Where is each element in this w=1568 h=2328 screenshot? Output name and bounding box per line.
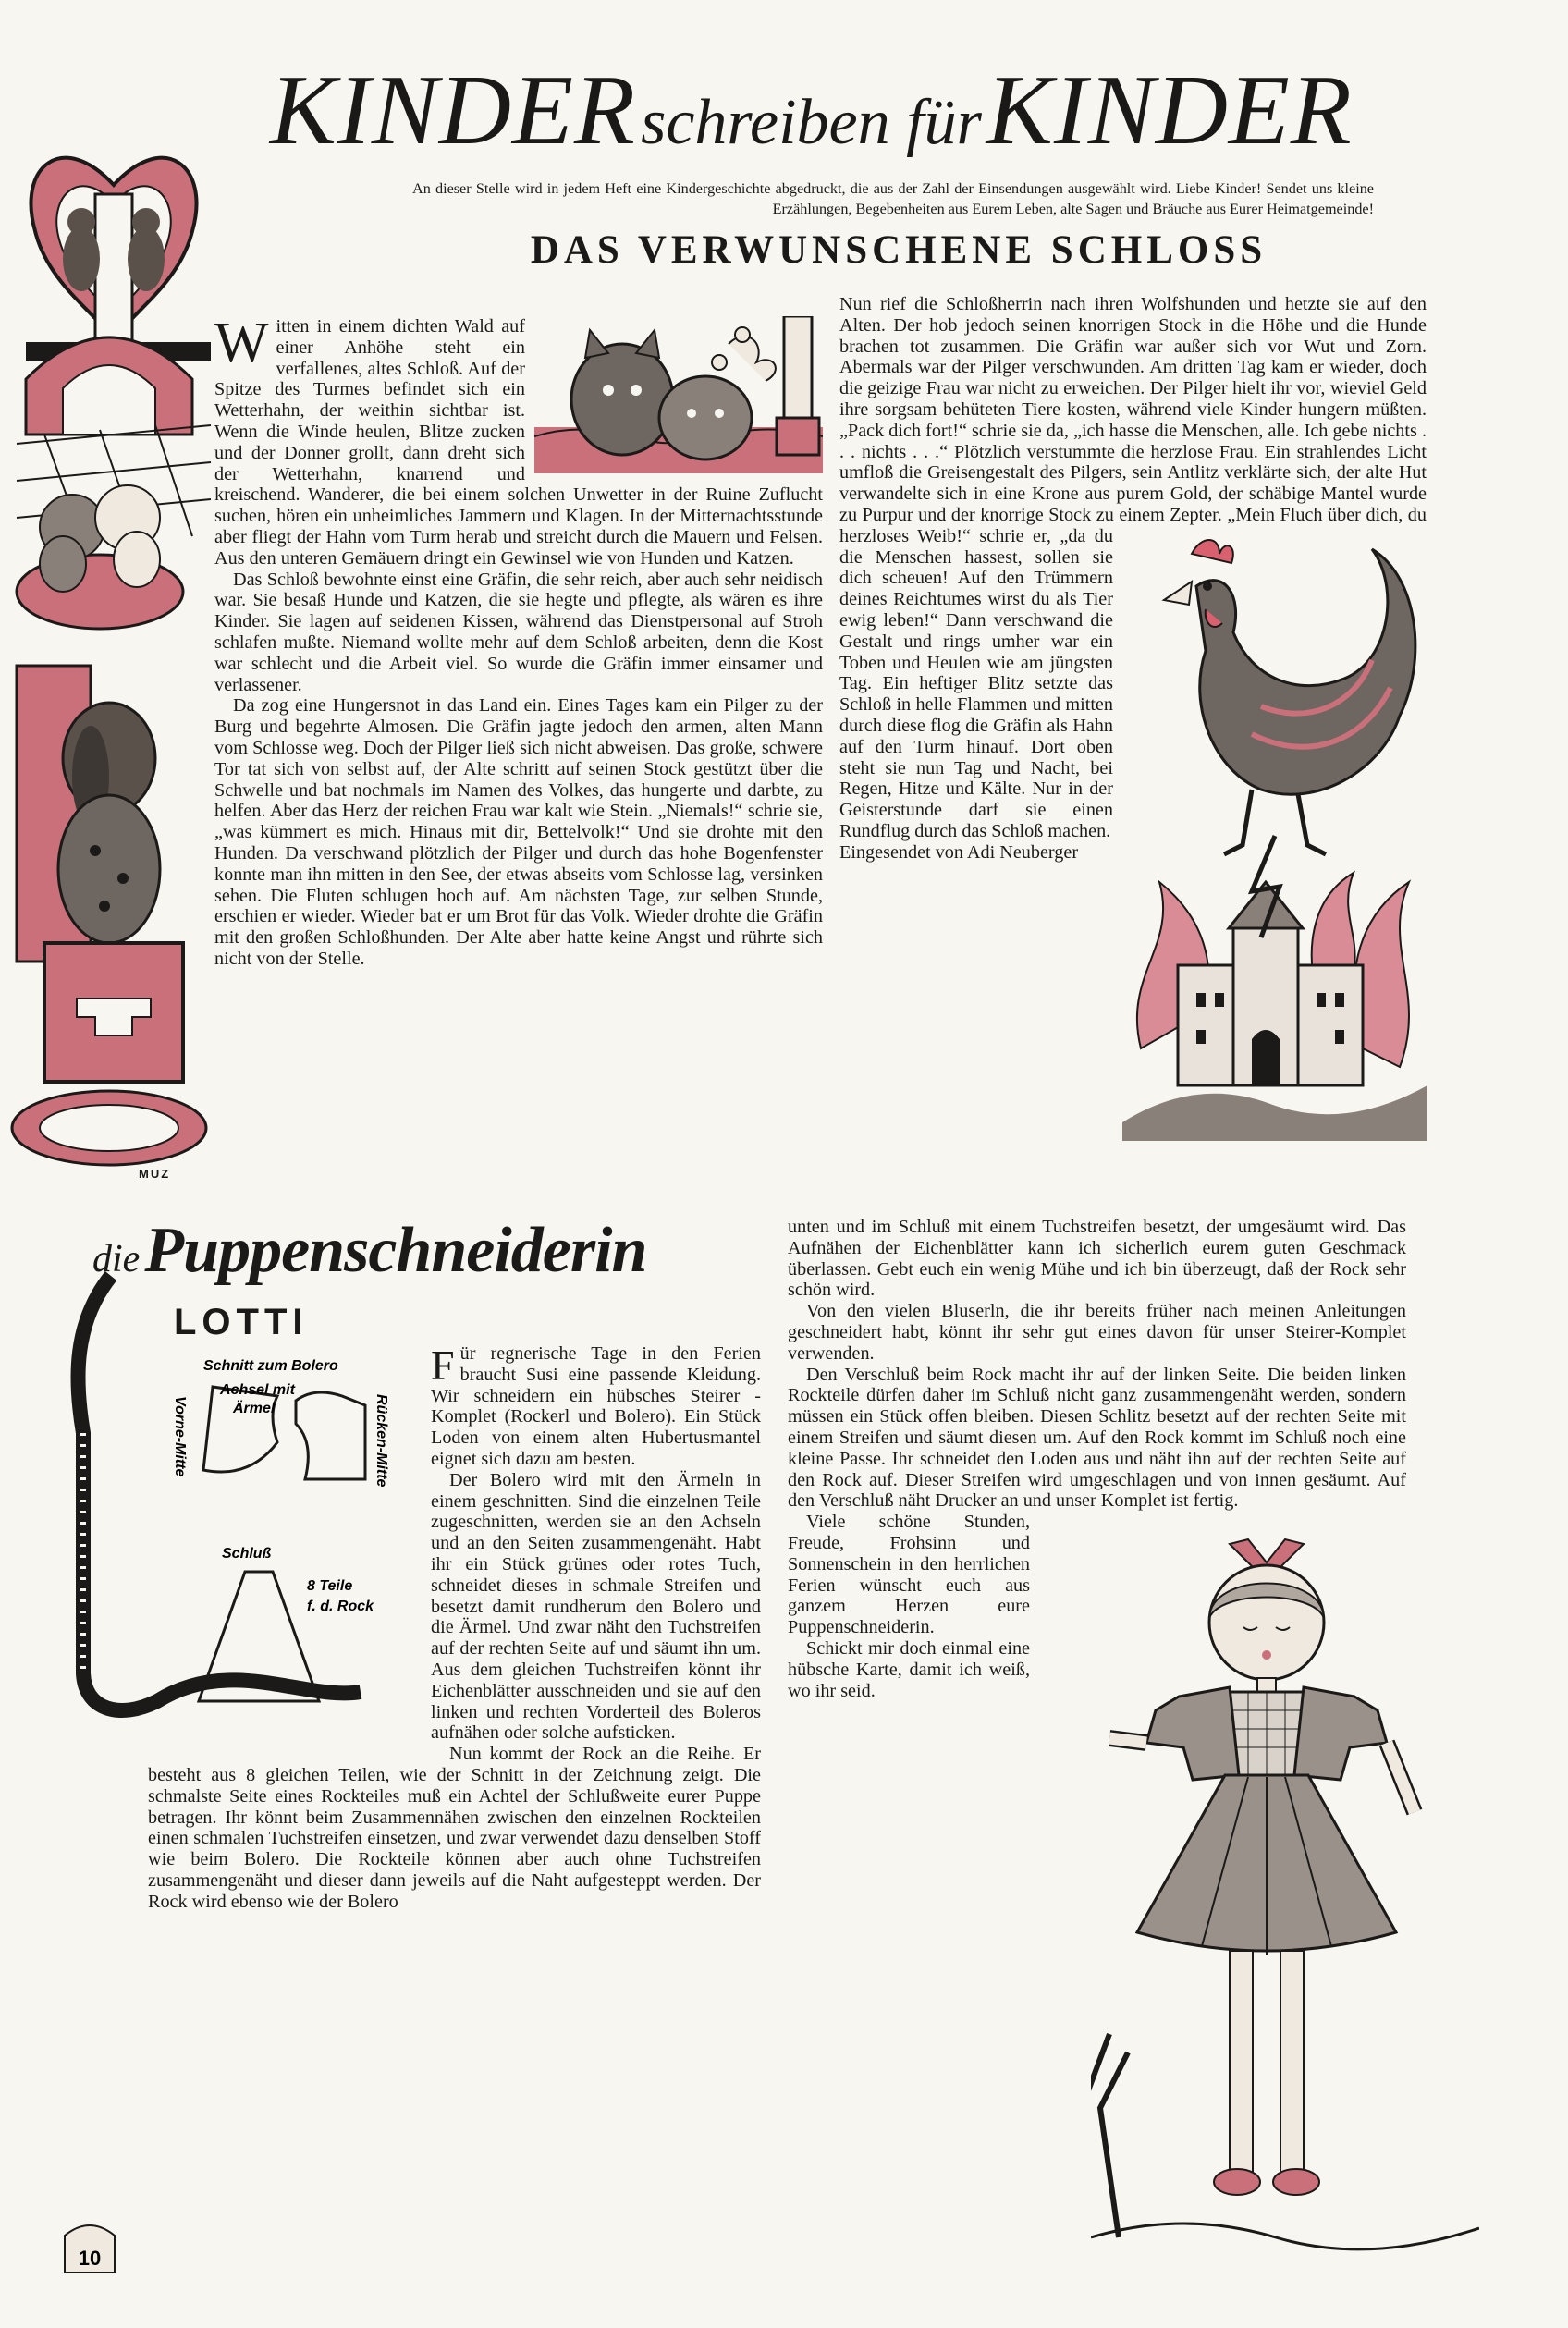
page-number-badge <box>57 2219 122 2274</box>
doll-illustration <box>1091 1535 1479 2274</box>
puppen-left-column <box>148 1343 761 1913</box>
story-paragraph: Nun rief die Schloßherrin nach ihren Wolfshunden und hetzte sie auf den Alten. Der hob jedoch seinen knorrigen Stock in die Höhe und die Hunde brachen tot zusammen. Die Gräfin war außer sich vor Wut und Zorn. Abermals war der Pilger verschwunden. Am dritten Tag kam er wieder, doch die geizige Frau war nicht zu erweichen. Der Pilger hielt ihr vor, wieviel Geld ihre sorgsam behüteten Tiere kosten, während viele Kinder hungern müßten. „Pack dich fort!“ schrie sie da, „ich hasse die Menschen, alle. Ich gebe nichts . . . nichts . . .“ Plötzlich verstummte die herzlose Frau. Ein strahlendes Licht umfloß die Greisengestalt des Pilgers, sein Antlitz verklärte sich, der alte Hut verwandelte sich in eine Krone aus purem Gold, der schäbige Mantel wurde zu Purpur und der knorrige Stock zu einem Zepter. „Mein Fluch über dich, du herzloses Weib!“ schrie er, „da du die Menschen hassest, sollen sie dich scheuen! Auf den Trümmern deines Reichtumes wirst du als Tier ewig leben!“ Dann verschwand die Gestalt und rings umher war ein Toben und Heulen wie am jüngsten Tag. Ein heftiger Blitz setzte das Schloß in helle Flammen und mitten durch diese flog die Gräfin als Hahn auf den Turm hinauf. Dort oben steht sie nun Tag und Nacht, bei Regen, Hitze und Kälte. Nur in der Geisterstunde darf sie einen Rundflug durch das Schloß machen. <box>839 294 1427 841</box>
pattern-label-shoulder: Achsel mit <box>220 1382 295 1398</box>
story-title: DAS VERWUNSCHENE SCHLOSS <box>530 228 1268 272</box>
pattern-label-back: Rücken-Mitte <box>374 1394 389 1488</box>
author-name: LOTTI <box>174 1302 309 1342</box>
story-right-column <box>839 294 1427 1145</box>
puppen-paragraph: ür regnerische Tage in den Ferien braucht Susi eine passende Kleidung. Wir schneidern ein hübsches Steirer - Komplet (Rockerl und Bolero). Ein Stück Loden von einem alten Hubertusmantel eignet sich dazu am besten. <box>431 1343 761 1469</box>
puppen-title: Puppenschneiderin <box>144 1215 647 1286</box>
kittens-illustration <box>534 316 823 473</box>
pattern-label-parts: 8 Teile <box>307 1578 353 1594</box>
pattern-label-front: Vorne-Mitte <box>172 1396 188 1477</box>
illustrator-mark: MUZ <box>139 1167 171 1181</box>
puppen-dropcap: F <box>431 1342 455 1389</box>
page-number: 10 <box>78 2247 102 2270</box>
rooster-illustration <box>1122 531 1427 1141</box>
puppen-title-prefix: die <box>92 1238 141 1280</box>
puppen-paragraph: Nun kommt der Rock an die Reihe. Er besteht aus 8 gleichen Teilen, wie der Schnitt in der Zeichnung zeigt. Die schmalste Seite eines Rockteiles muß ein Achtel der Schlußweite eurer Puppe betragen. Ihr könnt beim Zusammennähen zwischen den einzelnen Rockteilen einen schmalen Tuchstreifen einsetzen, und zwar verwendet dazu denselben Stoff wie beim Bolero. Die Rockteile können aber auch ohne Tuchstreifen zusammengenäht und dieser dann jeweils auf die Naht aufgesteppt werden. Der Rock wird ebenso wie der Bolero <box>148 1744 761 1912</box>
masthead <box>270 54 1555 165</box>
pattern-label-cut: Schnitt zum Bolero <box>203 1358 338 1374</box>
story-paragraph: Da zog eine Hungersnot in das Land ein. Eines Tages kam ein Pilger zu der Burg und begehrte Almosen. Die Gräfin jagte jedoch den armen, alten Mann vom Schlosse weg. Doch der Pilger ließ sich nicht abweisen. Das große, schwere Tor tat sich von selbst auf, der Alte schritt auf seinen Stock gestützt über die Schwelle und bat nochmals im Namen des Volkes, das hungerte und darbte, zu helfen. Aber das Herz der reichen Frau war kalt wie Stein. „Niemals!“ schrie sie, „was kümmert es mich. Hinaus mit dir, Bettelvolk!“ Und sie drohte mit den Hunden. Da verschwand plötzlich der Pilger und durch das hohe Bogenfenster konnte man ihn mitten in den See, der etwas abseits vom Schlosse lag, versinken sehen. Die Fluten schlugen hoch auf. Am nächsten Tage, zur selben Stunde, erschien er wieder. Wieder bat er um Brot für das Volk. Wieder drohte die Gräfin mit den großen Schloßhunden. Der Alte aber hatte keine Angst und rührte sich nicht von der Stelle. <box>214 695 823 969</box>
story-signature: Eingesendet von Adi Neuberger <box>839 841 1079 863</box>
left-border-illustration <box>7 129 220 1193</box>
story-dropcap: W <box>214 312 269 374</box>
puppen-paragraph: Der Bolero wird mit den Ärmeln in einem geschnitten. Sind die einzelnen Teile zugeschnitten, werden sie an den Achseln und an den Seiten zusammengenäht. Habt ihr ein Stück grünes oder rotes Tuch, schneidet dieses in schmale Streifen und besetzt damit rundherum den Bolero und die Ärmel. Und zwar näht den Tuchstreifen auf der rechten Seite auf und säumt ihn um. Aus dem gleichen Tuchstreifen könnt ihr Eichenblätter ausschneiden und sie auf den linken und rechten Vorderteil des Boleros aufnähen oder solche aufsticken. <box>431 1469 761 1744</box>
puppen-paragraph: unten und im Schluß mit einem Tuchstreifen besetzt, der umgesäumt wird. Das Aufnähen der Eichenblätter kann ich sicherlich eurem guten Geschmack überlassen. Gebt euch ein wenig Mühe und ich bin überzeugt, daß der Rock sehr schön wird. <box>788 1217 1406 1301</box>
intro-text: An dieser Stelle wird in jedem Heft eine Kindergeschichte abgedruckt, die aus der Zahl der Einsendungen ausgewählt wird. Liebe Kinder! Sendet uns kleine Erzählungen, Begebenheiten aus Eurem Leben, alte Sagen und Bräuche aus Eurer Heimatgemeinde! <box>412 180 1374 217</box>
masthead-word-2: KINDER <box>986 55 1353 165</box>
pattern-label-skirt: f. d. Rock <box>307 1599 374 1614</box>
masthead-middle: schreiben für <box>641 87 982 158</box>
masthead-word-1: KINDER <box>270 55 636 165</box>
pattern-label-hem: Schluß <box>222 1546 272 1562</box>
puppen-paragraph: Viele schöne Stunden, Freude, Frohsinn und Sonnenschein in den herrlichen Ferien wünscht euch aus ganzem Herzen eure Puppenschneiderin. <box>788 1512 1030 1638</box>
puppen-paragraph: Schickt mir doch einmal eine hübsche Karte, damit ich weiß, wo ihr seid. <box>788 1637 1030 1701</box>
pattern-label-sleeve: Ärmel <box>233 1401 276 1416</box>
story-left-column <box>214 312 823 970</box>
puppen-paragraph: Den Verschluß beim Rock macht ihr auf der linken Seite. Die beiden linken Rockteile dürfen daher im Schluß nicht ganz zusammengenäht werden, sondern müssen ein Stück offen bleiben. Diesen Schlitz besetzt auf der rechten Seite mit einem Streifen und säumt diesen um. Auf den Rock kommt im Schluß noch eine kleine Passe. Ihr schneidet den Loden aus und näht ihn auf der rechten Seite auf den Rock auf. Dieser Streifen wird umgeschlagen und von innen gesäumt. Auf den Verschluß näht Drucker an und unser Komplet ist fertig. <box>788 1364 1406 1512</box>
story-paragraph: itten in einem dichten Wald auf einer Anhöhe steht ein verfallenes, altes Schloß. Auf der Spitze des Turmes befindet sich ein Wetterhahn, der weithin sichtbar ist. Wenn die Winde heulen, Blitze zucken und der Donner grollt, dann dreht sich der Wetterhahn, knarrend und kreischend. Wanderer, die bei einem solchen Unwetter in der Ruine Zuflucht suchen, hören ein unheimliches Jammern und Klagen. In der Mitternachtsstunde aber fliegt der Hahn vom Turm herab und streicht durch die Mauern und Felsen. Aus den unteren Gemäuern dringt ein Gewinsel wie von Hunden und Katzen. <box>214 316 823 569</box>
puppen-paragraph: Von den vielen Bluserln, die ihr bereits früher nach meinen Anleitungen geschneidert habt, könnt ihr sehr gut eines davon für unser Steirer-Komplet verwenden. <box>788 1301 1406 1364</box>
story-paragraph: Das Schloß bewohnte einst eine Gräfin, die sehr reich, aber auch sehr neidisch war. Sie besaß Hunde und Katzen, die sie hegte und pflegte, als wären es ihre Kinder. Sie lagen auf seidenen Kissen, während das Dienstpersonal auf Stroh schlafen mußte. Niemand wollte mehr auf dem Schloß arbeiten, denn die Kost war schlecht und die Arbeit viel. So wurde die Gräfin immer einsamer und verlassener. <box>214 569 823 695</box>
